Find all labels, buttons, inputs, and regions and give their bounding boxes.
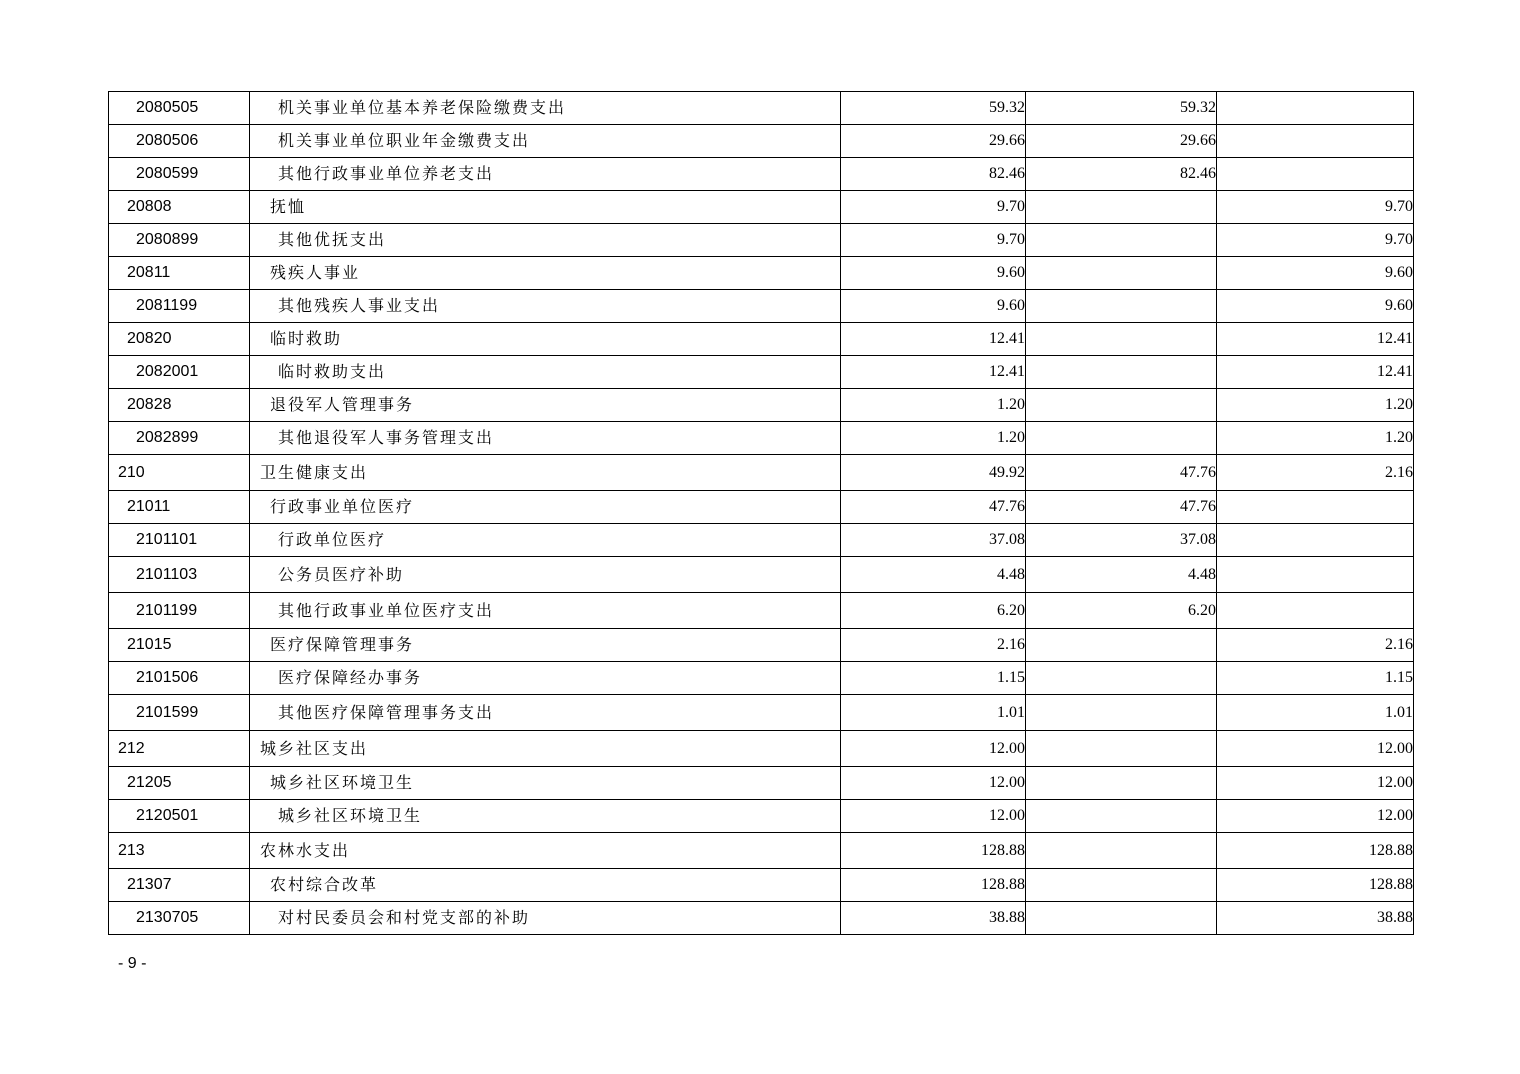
basic-expenditure-cell (1026, 389, 1217, 422)
total-amount-cell: 1.20 (841, 389, 1026, 422)
total-amount-cell: 37.08 (841, 524, 1026, 557)
subject-name-cell: 机关事业单位基本养老保险缴费支出 (250, 92, 841, 125)
subject-code-cell: 213 (109, 833, 250, 869)
subject-code-cell: 2080506 (109, 125, 250, 158)
project-expenditure-cell: 1.20 (1217, 389, 1414, 422)
table-row (109, 224, 1414, 257)
table-row (109, 869, 1414, 902)
subject-code-cell: 2101101 (109, 524, 250, 557)
subject-name-cell: 城乡社区支出 (250, 731, 841, 767)
project-expenditure-cell: 128.88 (1217, 833, 1414, 869)
subject-code-cell: 210 (109, 455, 250, 491)
subject-name-cell: 行政单位医疗 (250, 524, 841, 557)
project-expenditure-cell: 12.41 (1217, 323, 1414, 356)
total-amount-cell: 128.88 (841, 833, 1026, 869)
subject-name-cell: 机关事业单位职业年金缴费支出 (250, 125, 841, 158)
basic-expenditure-cell (1026, 767, 1217, 800)
subject-code-cell: 21011 (109, 491, 250, 524)
subject-name-cell: 农林水支出 (250, 833, 841, 869)
basic-expenditure-cell (1026, 257, 1217, 290)
table-row (109, 422, 1414, 455)
table-row (109, 491, 1414, 524)
subject-code-cell: 2101506 (109, 662, 250, 695)
subject-code-cell: 21205 (109, 767, 250, 800)
project-expenditure-cell: 12.00 (1217, 767, 1414, 800)
table-row (109, 191, 1414, 224)
project-expenditure-cell: 2.16 (1217, 629, 1414, 662)
total-amount-cell: 49.92 (841, 455, 1026, 491)
total-amount-cell: 9.70 (841, 191, 1026, 224)
subject-code-cell: 2082001 (109, 356, 250, 389)
table-row (109, 290, 1414, 323)
subject-name-cell: 卫生健康支出 (250, 455, 841, 491)
table-row (109, 629, 1414, 662)
subject-name-cell: 城乡社区环境卫生 (250, 800, 841, 833)
basic-expenditure-cell: 6.20 (1026, 593, 1217, 629)
subject-code-cell: 2101199 (109, 593, 250, 629)
table-row (109, 356, 1414, 389)
subject-code-cell: 2120501 (109, 800, 250, 833)
table-row (109, 455, 1414, 491)
project-expenditure-cell: 9.60 (1217, 290, 1414, 323)
project-expenditure-cell: 1.15 (1217, 662, 1414, 695)
total-amount-cell: 38.88 (841, 902, 1026, 935)
basic-expenditure-cell (1026, 695, 1217, 731)
subject-name-cell: 抚恤 (250, 191, 841, 224)
total-amount-cell: 1.01 (841, 695, 1026, 731)
project-expenditure-cell: 1.20 (1217, 422, 1414, 455)
basic-expenditure-cell (1026, 800, 1217, 833)
total-amount-cell: 47.76 (841, 491, 1026, 524)
total-amount-cell: 2.16 (841, 629, 1026, 662)
total-amount-cell: 12.41 (841, 323, 1026, 356)
total-amount-cell: 12.41 (841, 356, 1026, 389)
subject-name-cell: 其他行政事业单位医疗支出 (250, 593, 841, 629)
project-expenditure-cell: 128.88 (1217, 869, 1414, 902)
basic-expenditure-cell: 29.66 (1026, 125, 1217, 158)
table-row (109, 323, 1414, 356)
subject-name-cell: 临时救助 (250, 323, 841, 356)
project-expenditure-cell: 38.88 (1217, 902, 1414, 935)
total-amount-cell: 4.48 (841, 557, 1026, 593)
basic-expenditure-cell: 4.48 (1026, 557, 1217, 593)
subject-name-cell: 农村综合改革 (250, 869, 841, 902)
page-number: - 9 - (118, 955, 147, 972)
project-expenditure-cell: 12.00 (1217, 731, 1414, 767)
subject-name-cell: 对村民委员会和村党支部的补助 (250, 902, 841, 935)
project-expenditure-cell: 12.41 (1217, 356, 1414, 389)
project-expenditure-cell: 9.60 (1217, 257, 1414, 290)
table-row (109, 800, 1414, 833)
total-amount-cell: 9.70 (841, 224, 1026, 257)
basic-expenditure-cell: 82.46 (1026, 158, 1217, 191)
subject-name-cell: 行政事业单位医疗 (250, 491, 841, 524)
table-row (109, 257, 1414, 290)
table-body (109, 92, 1414, 935)
basic-expenditure-cell: 37.08 (1026, 524, 1217, 557)
basic-expenditure-cell (1026, 629, 1217, 662)
project-expenditure-cell: 9.70 (1217, 191, 1414, 224)
subject-code-cell: 20811 (109, 257, 250, 290)
subject-code-cell: 2080899 (109, 224, 250, 257)
total-amount-cell: 59.32 (841, 92, 1026, 125)
basic-expenditure-cell (1026, 662, 1217, 695)
subject-name-cell: 其他残疾人事业支出 (250, 290, 841, 323)
subject-name-cell: 其他退役军人事务管理支出 (250, 422, 841, 455)
table-row (109, 389, 1414, 422)
subject-code-cell: 2082899 (109, 422, 250, 455)
basic-expenditure-cell (1026, 290, 1217, 323)
basic-expenditure-cell (1026, 833, 1217, 869)
subject-name-cell: 公务员医疗补助 (250, 557, 841, 593)
total-amount-cell: 12.00 (841, 731, 1026, 767)
total-amount-cell: 128.88 (841, 869, 1026, 902)
project-expenditure-cell (1217, 491, 1414, 524)
subject-name-cell: 医疗保障管理事务 (250, 629, 841, 662)
basic-expenditure-cell (1026, 902, 1217, 935)
project-expenditure-cell: 9.70 (1217, 224, 1414, 257)
basic-expenditure-cell (1026, 422, 1217, 455)
basic-expenditure-cell: 59.32 (1026, 92, 1217, 125)
table-row (109, 593, 1414, 629)
basic-expenditure-cell: 47.76 (1026, 455, 1217, 491)
total-amount-cell: 1.20 (841, 422, 1026, 455)
project-expenditure-cell: 1.01 (1217, 695, 1414, 731)
subject-name-cell: 临时救助支出 (250, 356, 841, 389)
table-row (109, 695, 1414, 731)
total-amount-cell: 9.60 (841, 290, 1026, 323)
subject-code-cell: 2130705 (109, 902, 250, 935)
table-row (109, 833, 1414, 869)
subject-code-cell: 212 (109, 731, 250, 767)
subject-name-cell: 医疗保障经办事务 (250, 662, 841, 695)
basic-expenditure-cell (1026, 224, 1217, 257)
basic-expenditure-cell: 47.76 (1026, 491, 1217, 524)
subject-name-cell: 残疾人事业 (250, 257, 841, 290)
project-expenditure-cell (1217, 92, 1414, 125)
project-expenditure-cell (1217, 125, 1414, 158)
total-amount-cell: 29.66 (841, 125, 1026, 158)
subject-name-cell: 其他优抚支出 (250, 224, 841, 257)
basic-expenditure-cell (1026, 869, 1217, 902)
subject-code-cell: 20828 (109, 389, 250, 422)
subject-name-cell: 其他行政事业单位养老支出 (250, 158, 841, 191)
total-amount-cell: 6.20 (841, 593, 1026, 629)
subject-name-cell: 退役军人管理事务 (250, 389, 841, 422)
subject-name-cell: 其他医疗保障管理事务支出 (250, 695, 841, 731)
expenditure-table (108, 91, 1414, 935)
project-expenditure-cell (1217, 158, 1414, 191)
subject-code-cell: 2080505 (109, 92, 250, 125)
subject-code-cell: 20808 (109, 191, 250, 224)
table-row (109, 902, 1414, 935)
basic-expenditure-cell (1026, 356, 1217, 389)
subject-code-cell: 21015 (109, 629, 250, 662)
subject-code-cell: 2101103 (109, 557, 250, 593)
basic-expenditure-cell (1026, 191, 1217, 224)
table-row (109, 662, 1414, 695)
project-expenditure-cell (1217, 557, 1414, 593)
subject-code-cell: 2080599 (109, 158, 250, 191)
basic-expenditure-cell (1026, 731, 1217, 767)
project-expenditure-cell (1217, 593, 1414, 629)
total-amount-cell: 12.00 (841, 800, 1026, 833)
total-amount-cell: 12.00 (841, 767, 1026, 800)
basic-expenditure-cell (1026, 323, 1217, 356)
total-amount-cell: 9.60 (841, 257, 1026, 290)
total-amount-cell: 82.46 (841, 158, 1026, 191)
table-row (109, 557, 1414, 593)
subject-code-cell: 21307 (109, 869, 250, 902)
table-row (109, 125, 1414, 158)
subject-code-cell: 2101599 (109, 695, 250, 731)
project-expenditure-cell: 12.00 (1217, 800, 1414, 833)
table-row (109, 524, 1414, 557)
project-expenditure-cell (1217, 524, 1414, 557)
project-expenditure-cell: 2.16 (1217, 455, 1414, 491)
table-row (109, 92, 1414, 125)
subject-name-cell: 城乡社区环境卫生 (250, 767, 841, 800)
subject-code-cell: 20820 (109, 323, 250, 356)
table-row (109, 767, 1414, 800)
table-row (109, 731, 1414, 767)
subject-code-cell: 2081199 (109, 290, 250, 323)
total-amount-cell: 1.15 (841, 662, 1026, 695)
table-row (109, 158, 1414, 191)
